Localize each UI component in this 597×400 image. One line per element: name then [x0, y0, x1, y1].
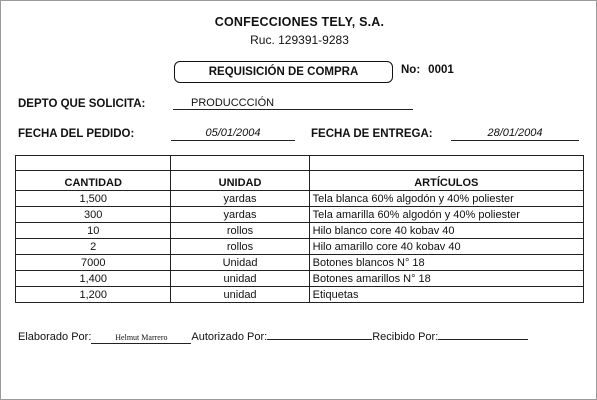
document-number-value: 0001 — [428, 64, 454, 76]
cell-cantidad: 2 — [16, 239, 171, 255]
table-row — [16, 207, 584, 223]
cell-cantidad: 7000 — [16, 255, 171, 271]
table-row — [16, 271, 584, 287]
recibido-field[interactable] — [438, 339, 528, 340]
fecha-entrega-field[interactable]: 28/01/2004 — [451, 127, 579, 141]
recibido-label: Recibido Por: — [372, 331, 439, 343]
cell-articulo: Etiquetas — [309, 287, 583, 303]
table-row — [16, 287, 584, 303]
header-cantidad: CANTIDAD — [16, 171, 171, 191]
fecha-pedido-field[interactable]: 05/01/2004 — [171, 127, 295, 141]
cell-unidad: rollos — [171, 223, 309, 239]
table-row — [16, 223, 584, 239]
cell-articulo: Tela amarilla 60% algodón y 40% poliester — [309, 207, 583, 223]
document-number — [401, 64, 454, 76]
table-row — [16, 191, 584, 207]
fecha-pedido-label: FECHA DEL PEDIDO: — [18, 128, 135, 140]
elaborado-label: Elaborado Por: — [18, 331, 92, 343]
cell-articulo: Botones amarillos N° 18 — [309, 271, 583, 287]
autorizado-label: Autorizado Por: — [191, 331, 268, 343]
table-row — [16, 255, 584, 271]
cell-unidad: yardas — [171, 191, 309, 207]
table-row — [16, 239, 584, 255]
cell-unidad: Unidad — [171, 255, 309, 271]
elaborado-signature: Helmut Marrero — [115, 333, 168, 342]
header-unidad: UNIDAD — [171, 171, 309, 191]
cell-cantidad: 1,400 — [16, 271, 171, 287]
document-number-label: No: — [401, 64, 421, 76]
company-ruc: Ruc. 129391-9283 — [250, 33, 349, 47]
cell-articulo: Hilo amarillo core 40 kobav 40 — [309, 239, 583, 255]
depto-field[interactable]: PRODUCCCIÓN — [173, 97, 413, 110]
cell-unidad: rollos — [171, 239, 309, 255]
document-title: REQUISICIÓN DE COMPRA — [174, 61, 393, 83]
cell-unidad: unidad — [171, 287, 309, 303]
autorizado-field[interactable] — [267, 339, 372, 340]
cell-articulo: Botones blancos N° 18 — [309, 255, 583, 271]
cell-cantidad: 10 — [16, 223, 171, 239]
cell-articulo: Hilo blanco core 40 kobav 40 — [309, 223, 583, 239]
header-articulos: ARTÍCULOS — [309, 171, 583, 191]
table-header-row — [16, 171, 584, 191]
table-spacer-row — [16, 156, 584, 171]
signature-footer — [18, 331, 528, 344]
cell-cantidad: 1,500 — [16, 191, 171, 207]
cell-cantidad: 300 — [16, 207, 171, 223]
items-table — [15, 155, 584, 303]
cell-unidad: unidad — [171, 271, 309, 287]
company-name: CONFECCIONES TELY, S.A. — [214, 15, 385, 29]
cell-articulo: Tela blanca 60% algodón y 40% poliester — [309, 191, 583, 207]
fecha-entrega-label: FECHA DE ENTREGA: — [311, 128, 433, 140]
cell-unidad: yardas — [171, 207, 309, 223]
cell-cantidad: 1,200 — [16, 287, 171, 303]
elaborado-field[interactable] — [91, 331, 191, 344]
depto-label: DEPTO QUE SOLICITA: — [18, 98, 146, 110]
